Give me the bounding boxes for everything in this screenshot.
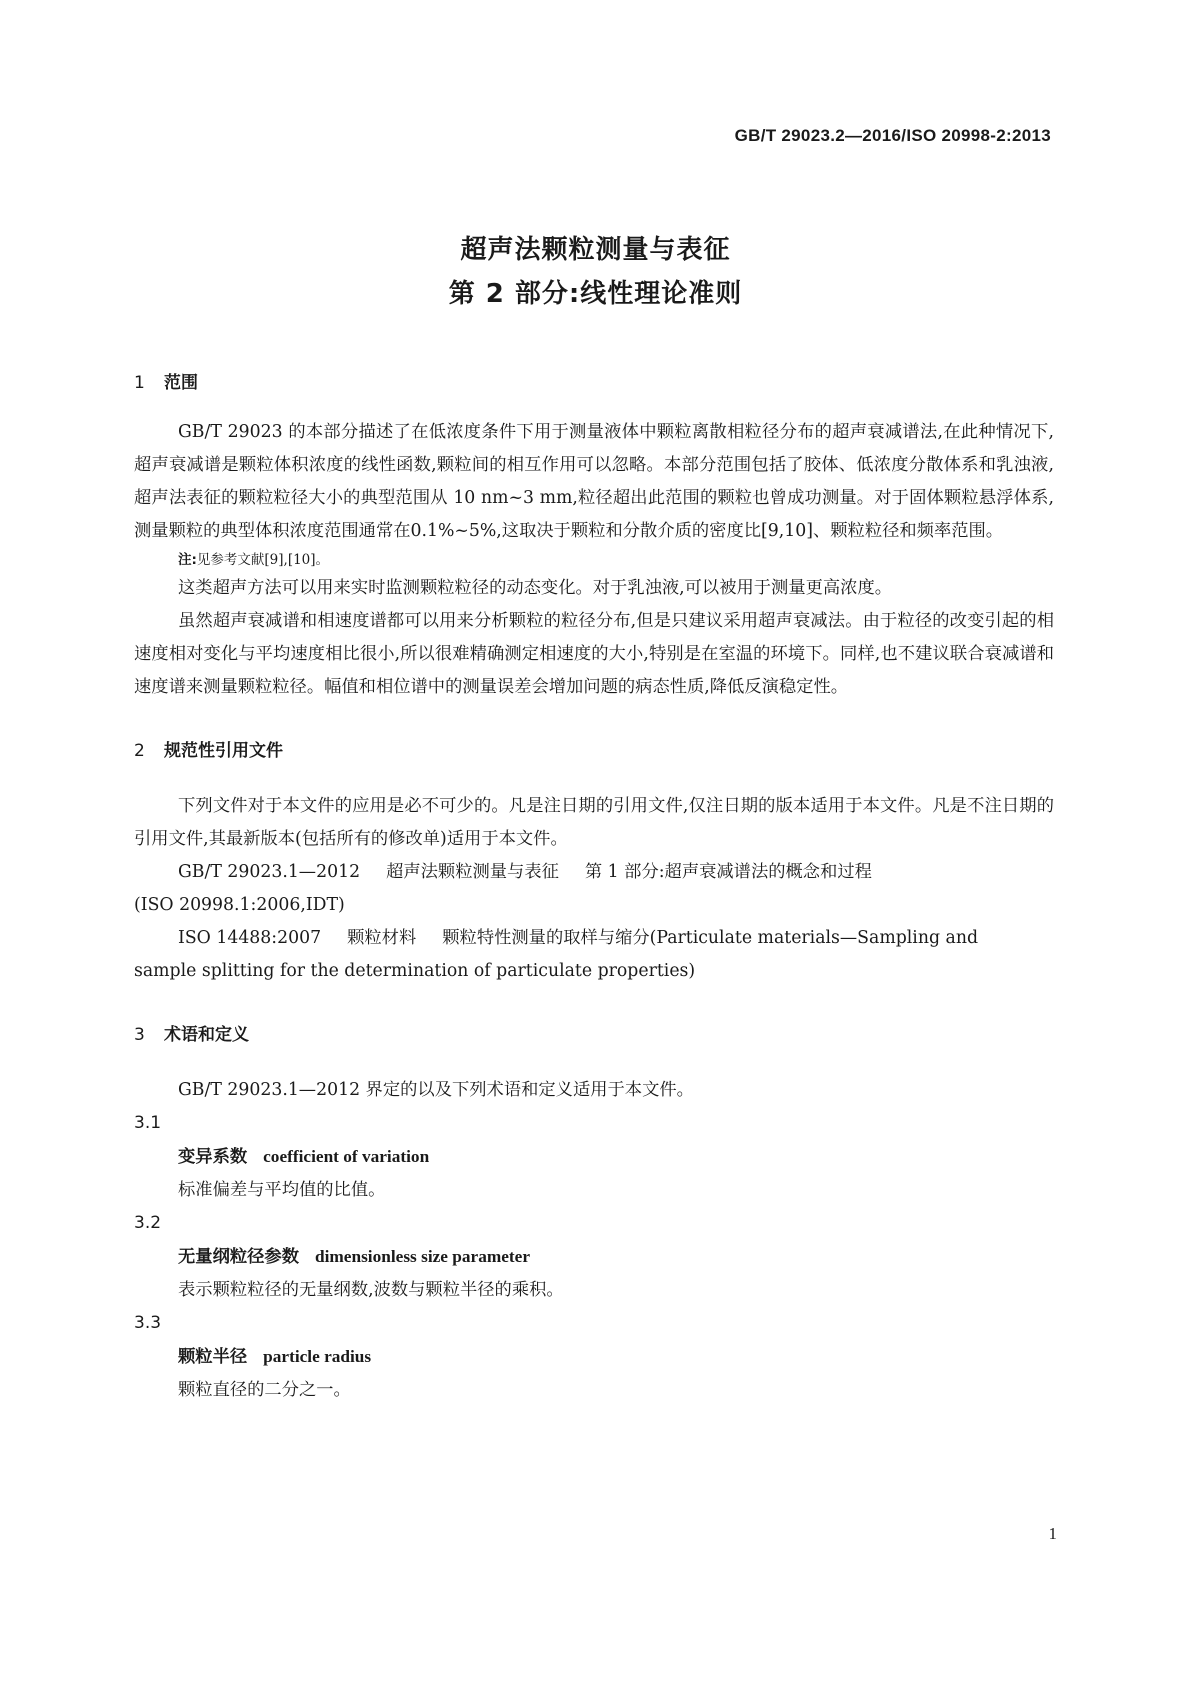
note-label: 注:	[178, 552, 197, 568]
term-heading	[134, 1240, 1054, 1274]
section-title: 规范性引用文件	[164, 741, 283, 761]
term-number: 3.1	[134, 1113, 162, 1133]
section-1-heading	[134, 372, 1054, 394]
reference-title: 超声法颗粒测量与表征	[386, 862, 559, 882]
scope-note	[134, 548, 1054, 572]
term-english: coefficient of variation	[263, 1147, 430, 1166]
scope-paragraph-2: 这类超声方法可以用来实时监测颗粒粒径的动态变化。对于乳浊液,可以被用于测量更高浓度。	[178, 578, 893, 598]
section-number: 2	[134, 741, 145, 761]
term-heading	[134, 1140, 1054, 1174]
title-line-2: 第 2 部分:线性理论准则	[448, 279, 743, 309]
term-chinese: 无量纲粒径参数	[178, 1247, 299, 1267]
section-number: 3	[134, 1025, 145, 1045]
note-text: 见参考文献[9],[10]。	[196, 552, 330, 568]
reference-2	[134, 922, 1054, 955]
reference-2-continuation: sample splitting for the determination of particulate properties)	[134, 961, 696, 981]
term-number: 3.2	[134, 1213, 162, 1233]
scope-paragraph-1: GB/T 29023 的本部分描述了在低浓度条件下用于测量液体中颗粒离散相粒径分布的超声衰减谱法,在此种情况下,超声衰减谱是颗粒体积浓度的线性函数,颗粒间的相互作用可以忽略。本部分范围包括了胶体、低浓度分散体系和乳浊液,超声法表征的颗粒粒径大小的典型范围从 10 nm~3 mm,粒径超出此范围的颗粒也曾成功测量。对于固体颗粒悬浮体系,测量颗粒的典型体积浓度范围通常在0.1%~5%,这取决于颗粒和分散介质的密度比[9,10]、颗粒粒径和频率范围。	[134, 422, 1054, 541]
section-title: 术语和定义	[164, 1025, 249, 1045]
reference-subtitle: 颗粒特性测量的取样与缩分(Particulate materials—Sampling and	[442, 928, 979, 948]
reference-part: 第 1 部分:超声衰减谱法的概念和过程	[584, 862, 872, 882]
term-definition: 标准偏差与平均值的比值。	[178, 1180, 386, 1200]
reference-title: 颗粒材料	[347, 928, 417, 948]
reference-1-continuation: (ISO 20998.1:2006,IDT)	[134, 895, 345, 915]
reference-1	[134, 856, 1054, 889]
document-title	[0, 228, 1191, 316]
term-english: particle radius	[263, 1347, 372, 1366]
page-number: 1	[1048, 1524, 1057, 1543]
term-english: dimensionless size parameter	[314, 1247, 531, 1266]
term-chinese: 颗粒半径	[178, 1347, 248, 1367]
term-definition: 颗粒直径的二分之一。	[178, 1380, 351, 1400]
section-2-heading	[134, 740, 1054, 762]
term-heading	[134, 1340, 1054, 1374]
scope-paragraph-3: 虽然超声衰减谱和相速度谱都可以用来分析颗粒的粒径分布,但是只建议采用超声衰减法。由于粒径的改变引起的相速度相对变化与平均速度相比很小,所以很难精确测定相速度的大小,特别是在室温的环境下。同样,也不建议联合衰减谱和速度谱来测量颗粒粒径。幅值和相位谱中的测量误差会增加问题的病态性质,降低反演稳定性。	[134, 611, 1054, 697]
section-number: 1	[134, 373, 145, 393]
section-3-heading	[134, 1024, 1054, 1046]
reference-code: ISO 14488:2007	[178, 928, 322, 948]
term-chinese: 变异系数	[178, 1147, 248, 1167]
terms-intro: GB/T 29023.1—2012 界定的以及下列术语和定义适用于本文件。	[178, 1080, 694, 1100]
section-title: 范围	[164, 373, 198, 393]
reference-code: GB/T 29023.1—2012	[178, 862, 361, 882]
references-intro: 下列文件对于本文件的应用是必不可少的。凡是注日期的引用文件,仅注日期的版本适用于本文件。凡是不注日期的引用文件,其最新版本(包括所有的修改单)适用于本文件。	[134, 796, 1054, 849]
title-line-1: 超声法颗粒测量与表征	[460, 235, 731, 265]
term-number: 3.3	[134, 1313, 162, 1333]
document-body	[134, 372, 1054, 1407]
term-definition: 表示颗粒粒径的无量纲数,波数与颗粒半径的乘积。	[178, 1280, 564, 1300]
standard-code: GB/T 29023.2—2016/ISO 20998-2:2013	[734, 126, 1051, 145]
